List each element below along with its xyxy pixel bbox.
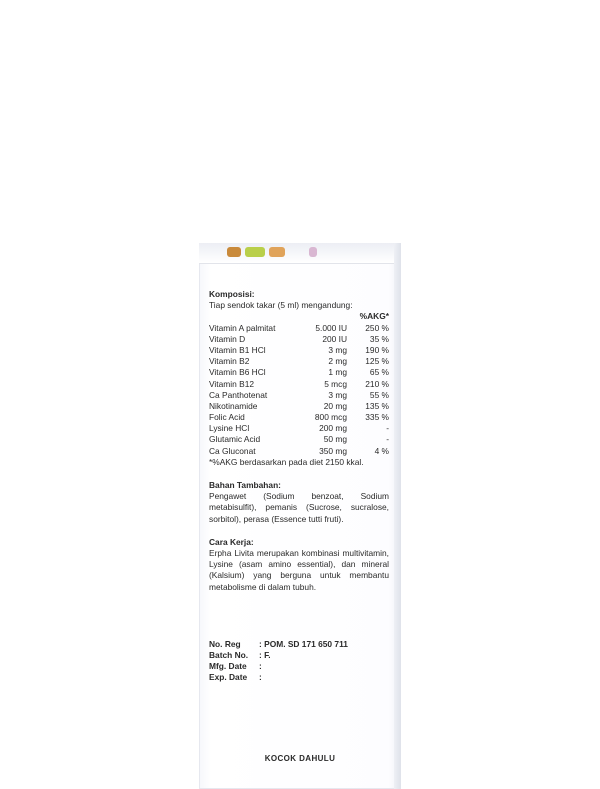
box-side-edge xyxy=(394,243,401,789)
composition-row xyxy=(209,323,389,334)
ingredient-akg: 65 % xyxy=(369,367,389,378)
bahan-title: Bahan Tambahan: xyxy=(209,480,281,491)
top-artwork-pink xyxy=(309,247,317,257)
registration-info xyxy=(209,639,389,684)
cara-title: Cara Kerja: xyxy=(209,536,254,547)
ingredient-name: Glutamic Acid xyxy=(209,434,261,445)
ingredient-akg: - xyxy=(386,434,389,445)
composition-row xyxy=(209,401,389,412)
ingredient-amount: 50 mg xyxy=(323,434,347,445)
ingredient-akg: 335 % xyxy=(365,412,389,423)
ingredient-amount: 5 mcg xyxy=(324,378,347,389)
composition-row xyxy=(209,345,389,356)
ingredient-name: Vitamin B2 xyxy=(209,356,250,367)
top-artwork-brown xyxy=(227,247,241,257)
registration-value: : xyxy=(259,661,262,672)
top-artwork-green xyxy=(245,247,265,257)
bahan-text: Pengawet (Sodium benzoat, Sodium metabisulfit), pemanis (Sucrose, sucralose, sorbitol), perasa (Essence tutti fruti). xyxy=(209,491,389,524)
registration-row xyxy=(209,650,389,661)
ingredient-akg: 55 % xyxy=(369,389,389,400)
ingredient-name: Vitamin D xyxy=(209,333,246,344)
composition-row xyxy=(209,412,389,423)
ingredient-amount: 20 mg xyxy=(323,400,347,411)
registration-label: Mfg. Date xyxy=(209,661,247,672)
box-top-flap xyxy=(199,243,401,264)
composition-row xyxy=(209,356,389,367)
ingredient-amount: 200 mg xyxy=(319,423,347,434)
ingredient-name: Vitamin B12 xyxy=(209,378,255,389)
akg-header: %AKG* xyxy=(359,311,389,322)
ingredient-akg: 135 % xyxy=(365,400,389,411)
akg-footnote: *%AKG berdasarkan pada diet 2150 kkal. xyxy=(209,456,364,467)
registration-row xyxy=(209,661,389,672)
top-artwork-orange xyxy=(269,247,285,257)
ingredient-amount: 200 IU xyxy=(322,333,347,344)
product-box-side xyxy=(199,243,401,789)
komposisi-title: Komposisi: xyxy=(209,289,255,299)
composition-row xyxy=(209,379,389,390)
ingredient-amount: 1 mg xyxy=(328,367,347,378)
registration-row xyxy=(209,639,389,650)
ingredient-akg: - xyxy=(386,423,389,434)
ingredient-name: Vitamin B6 HCl xyxy=(209,367,266,378)
registration-value: : F. xyxy=(259,650,271,661)
ingredient-amount: 800 mcg xyxy=(314,412,347,423)
ingredient-akg: 4 % xyxy=(374,445,389,456)
registration-value: : POM. SD 171 650 711 xyxy=(259,638,348,649)
registration-label: Batch No. xyxy=(209,650,249,661)
ingredient-name: Ca Panthotenat xyxy=(209,389,268,400)
ingredient-akg: 250 % xyxy=(365,322,389,333)
ingredient-name: Folic Acid xyxy=(209,412,245,423)
cara-text: Erpha Livita merupakan kombinasi multivitamin, Lysine (asam amino essential), dan mineral (Kalsium) yang berguna untuk membantu metabolisme di dalam tubuh. xyxy=(209,548,389,592)
ingredient-akg: 190 % xyxy=(365,344,389,355)
ingredient-amount: 3 mg xyxy=(328,344,347,355)
registration-row xyxy=(209,672,389,683)
registration-label: Exp. Date xyxy=(209,672,248,683)
composition-row xyxy=(209,423,389,434)
ingredient-name: Nikotinamide xyxy=(209,400,258,411)
ingredient-name: Vitamin B1 HCl xyxy=(209,344,266,355)
ingredient-amount: 350 mg xyxy=(319,445,347,456)
komposisi-subtitle: Tiap sendok takar (5 ml) mengandung: xyxy=(209,300,353,311)
composition-table xyxy=(209,323,389,457)
ingredient-amount: 3 mg xyxy=(328,389,347,400)
composition-row xyxy=(209,434,389,445)
composition-row xyxy=(209,367,389,378)
ingredient-akg: 210 % xyxy=(365,378,389,389)
composition-row xyxy=(209,446,389,457)
shake-well-notice: KOCOK DAHULU xyxy=(264,754,336,763)
ingredient-name: Lysine HCl xyxy=(209,423,250,434)
ingredient-name: Vitamin A palmitat xyxy=(209,322,276,333)
akg-header-row xyxy=(209,311,389,322)
ingredient-amount: 2 mg xyxy=(328,356,347,367)
ingredient-name: Ca Gluconat xyxy=(209,445,256,456)
label-content xyxy=(209,289,389,684)
ingredient-akg: 35 % xyxy=(369,333,389,344)
registration-value: : xyxy=(259,672,262,683)
composition-row xyxy=(209,390,389,401)
registration-label: No. Reg xyxy=(209,638,241,649)
composition-row xyxy=(209,334,389,345)
ingredient-akg: 125 % xyxy=(365,356,389,367)
ingredient-amount: 5.000 IU xyxy=(315,322,347,333)
